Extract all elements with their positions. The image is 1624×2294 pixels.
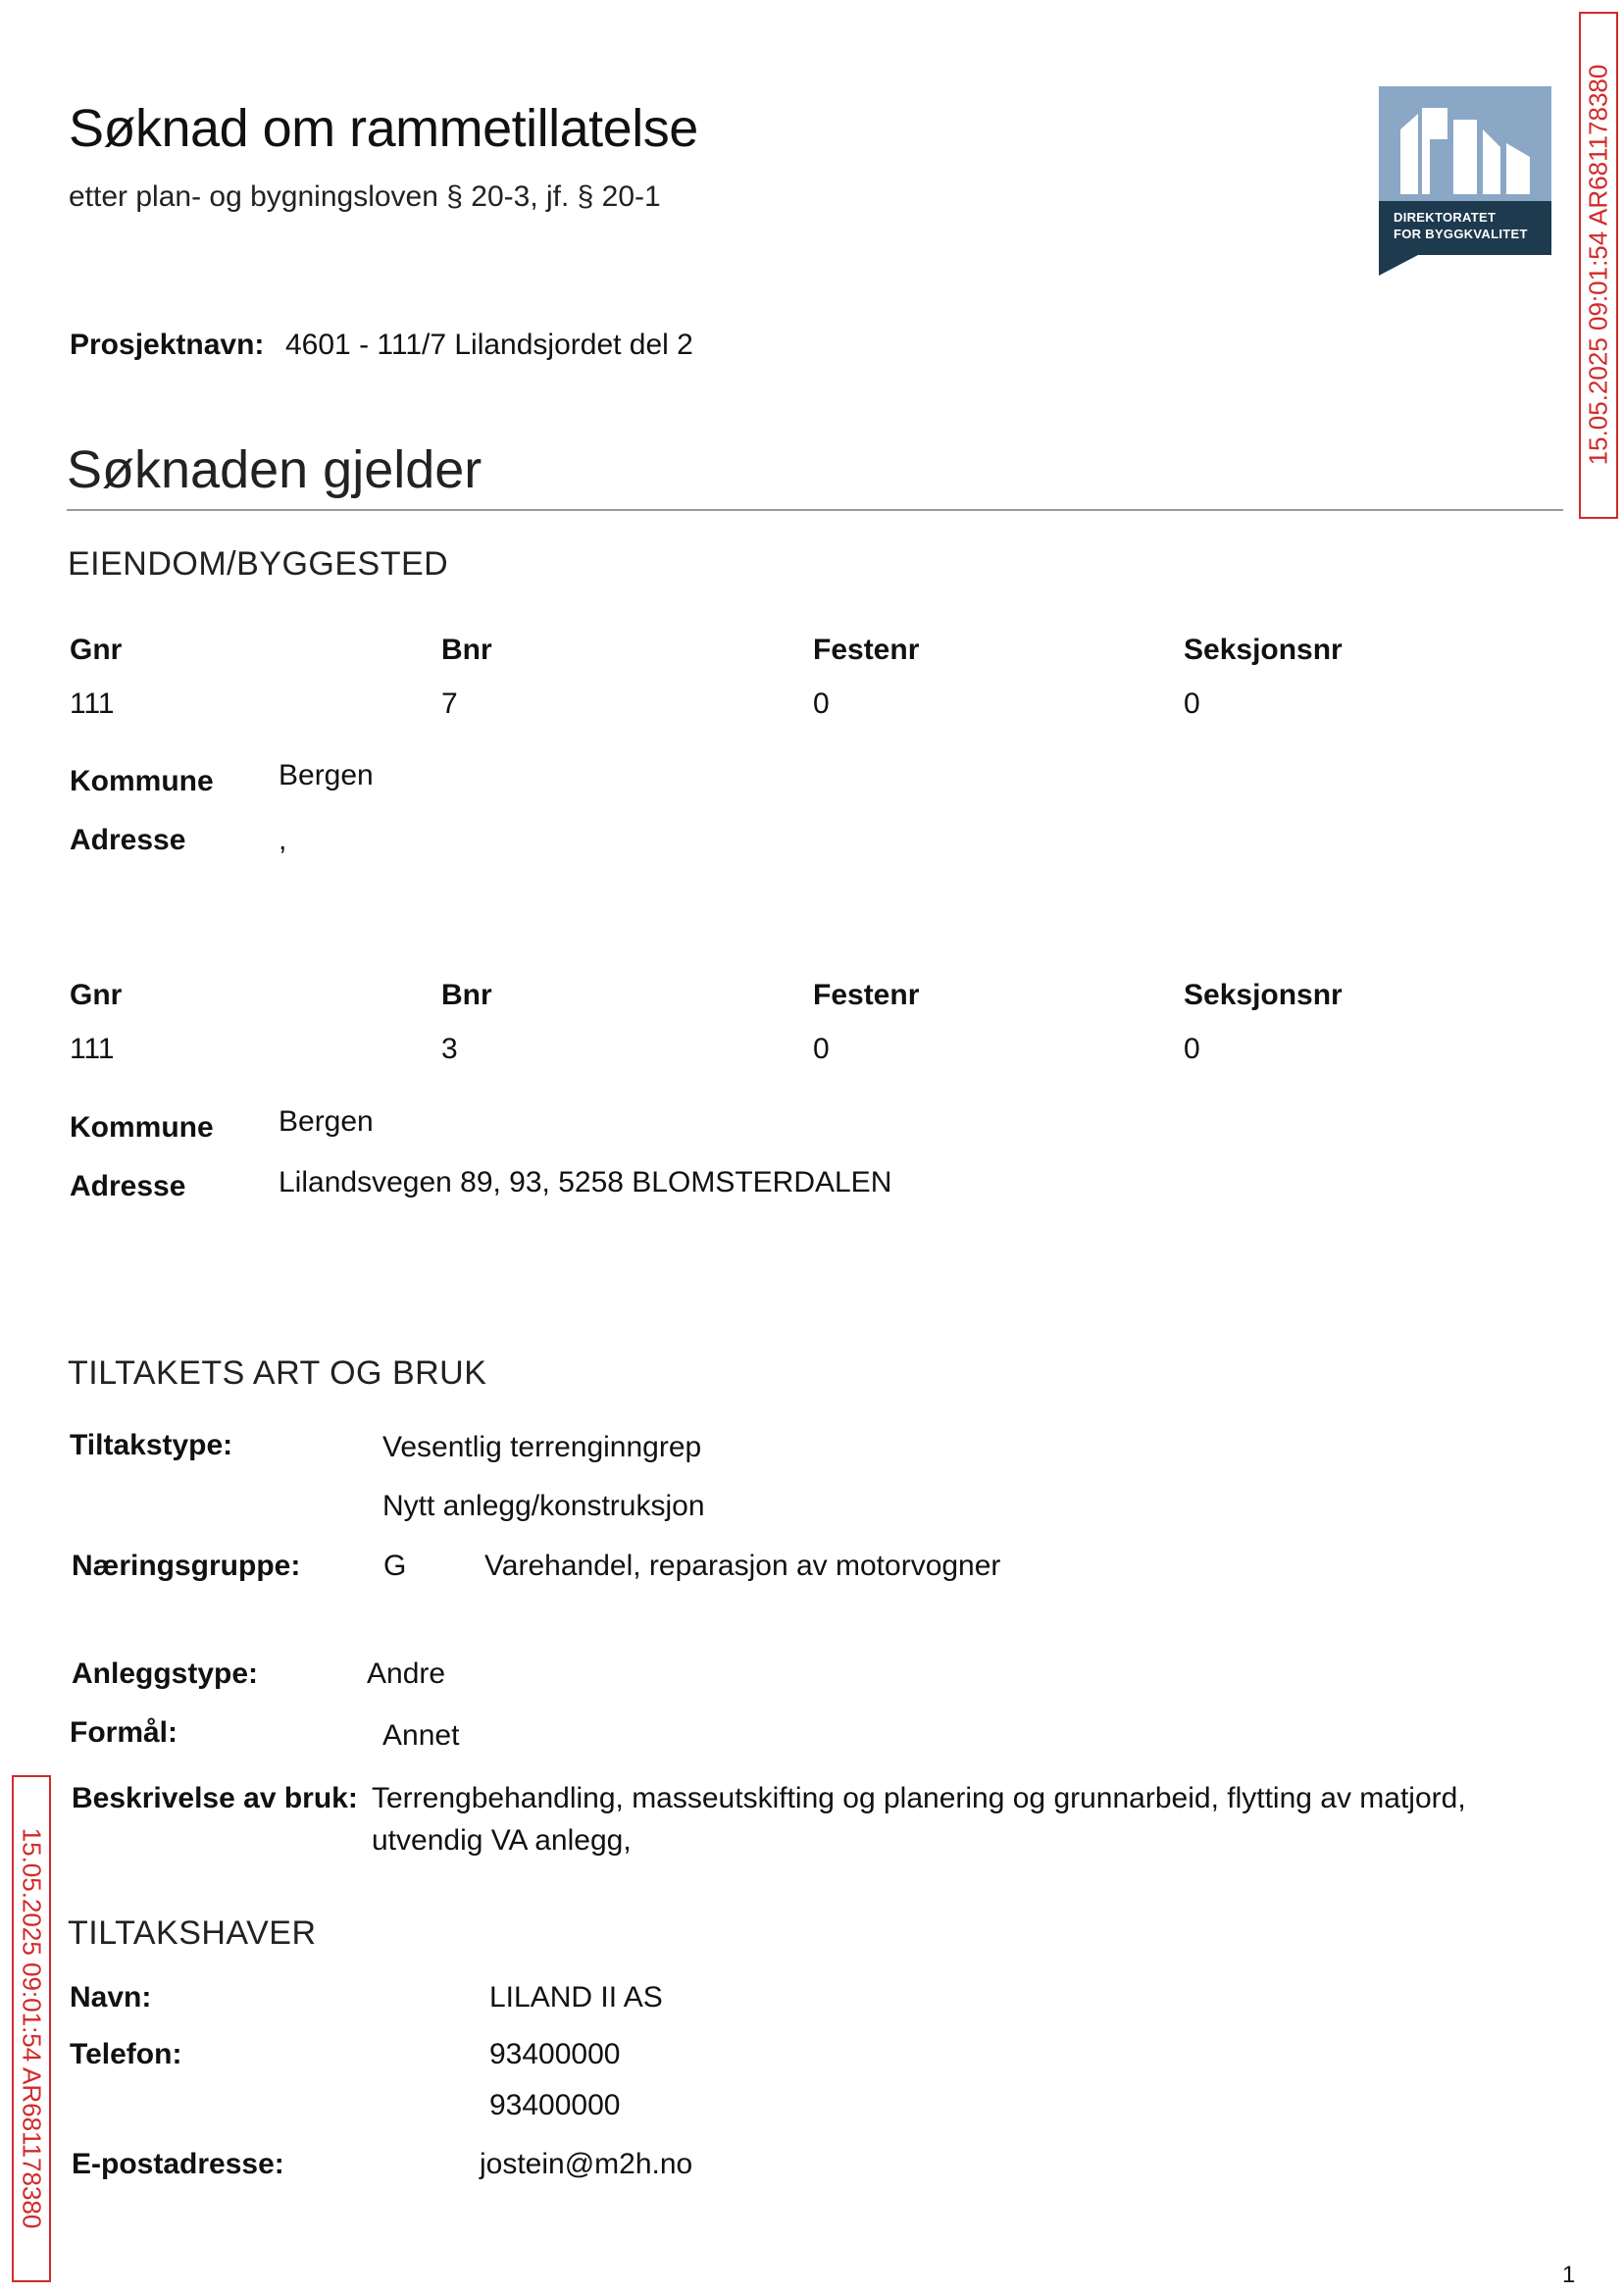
formal-label: Formål: xyxy=(70,1716,178,1749)
kommune-label: Kommune xyxy=(70,1111,214,1144)
seksjonsnr-value: 0 xyxy=(1184,688,1200,720)
naeringsgruppe-label: Næringsgruppe: xyxy=(72,1550,301,1582)
tiltakshaver-heading: TILTAKSHAVER xyxy=(68,1914,317,1952)
archive-stamp-right xyxy=(1579,12,1618,519)
festenr-value: 0 xyxy=(813,688,830,720)
beskrivelse-line2: utvendig VA anlegg, xyxy=(372,1824,632,1857)
beskrivelse-label: Beskrivelse av bruk: xyxy=(72,1782,358,1814)
festenr-value: 0 xyxy=(813,1033,830,1065)
adresse-value: , xyxy=(279,824,287,856)
telefon-value: 93400000 xyxy=(489,2038,621,2070)
adresse-value: Lilandsvegen 89, 93, 5258 BLOMSTERDALEN xyxy=(279,1166,892,1198)
project-label: Prosjektnavn: xyxy=(70,329,265,361)
col-seksjonsnr: Seksjonsnr xyxy=(1184,979,1343,1011)
archive-stamp-left xyxy=(12,1775,51,2282)
tiltak-heading: TILTAKETS ART OG BRUK xyxy=(68,1354,487,1392)
bnr-value: 7 xyxy=(441,688,458,720)
formal-value: Annet xyxy=(382,1719,460,1752)
stamp-text: 15.05.2025 09:01:54 AR681178380 xyxy=(1583,64,1613,466)
anleggstype-value: Andre xyxy=(367,1657,446,1690)
section-divider xyxy=(67,509,1563,511)
telefon-label: Telefon: xyxy=(70,2038,182,2070)
property-heading: EIENDOM/BYGGESTED xyxy=(68,545,449,583)
telefon-value: 93400000 xyxy=(489,2089,621,2121)
stamp-text: 15.05.2025 09:01:54 AR681178380 xyxy=(17,1827,47,2229)
logo-building-icon xyxy=(1396,100,1534,198)
col-gnr: Gnr xyxy=(70,634,123,666)
tiltakstype-value: Nytt anlegg/konstruksjon xyxy=(382,1490,705,1522)
epost-value: jostein@m2h.no xyxy=(480,2148,693,2180)
document-subtitle: etter plan- og bygningsloven § 20-3, jf. § 20-1 xyxy=(69,180,661,213)
tiltakstype-label: Tiltakstype: xyxy=(70,1429,233,1461)
navn-value: LILAND II AS xyxy=(489,1981,663,2014)
col-seksjonsnr: Seksjonsnr xyxy=(1184,634,1343,666)
col-festenr: Festenr xyxy=(813,979,920,1011)
tiltakstype-value: Vesentlig terrenginngrep xyxy=(382,1431,702,1463)
adresse-label: Adresse xyxy=(70,1170,186,1202)
gnr-value: 111 xyxy=(70,688,115,720)
beskrivelse-line1: Terrengbehandling, masseutskifting og planering og grunnarbeid, flytting av matjord, xyxy=(372,1782,1466,1814)
logo-text-line1: DIREKTORATET xyxy=(1394,210,1497,225)
gnr-value: 111 xyxy=(70,1033,115,1065)
col-festenr: Festenr xyxy=(813,634,920,666)
logo-text-line2: FOR BYGGKVALITET xyxy=(1394,227,1528,241)
document-title: Søknad om rammetillatelse xyxy=(69,99,698,158)
naeringsgruppe-text: Varehandel, reparasjon av motorvogner xyxy=(484,1550,1001,1582)
kommune-value: Bergen xyxy=(279,1105,374,1138)
bnr-value: 3 xyxy=(441,1033,458,1065)
col-bnr: Bnr xyxy=(441,979,492,1011)
project-name: 4601 - 111/7 Lilandsjordet del 2 xyxy=(285,329,693,361)
kommune-label: Kommune xyxy=(70,765,214,797)
dibk-logo xyxy=(1379,86,1551,276)
page-number: 1 xyxy=(1562,2262,1576,2288)
logo-text xyxy=(1394,209,1528,242)
section-title: Søknaden gjelder xyxy=(67,440,482,499)
kommune-value: Bergen xyxy=(279,759,374,791)
col-gnr: Gnr xyxy=(70,979,123,1011)
anleggstype-label: Anleggstype: xyxy=(72,1657,259,1690)
logo-flag xyxy=(1379,255,1418,276)
seksjonsnr-value: 0 xyxy=(1184,1033,1200,1065)
adresse-label: Adresse xyxy=(70,824,186,856)
col-bnr: Bnr xyxy=(441,634,492,666)
navn-label: Navn: xyxy=(70,1981,152,2014)
epost-label: E-postadresse: xyxy=(72,2148,284,2180)
naeringsgruppe-code: G xyxy=(383,1550,407,1582)
